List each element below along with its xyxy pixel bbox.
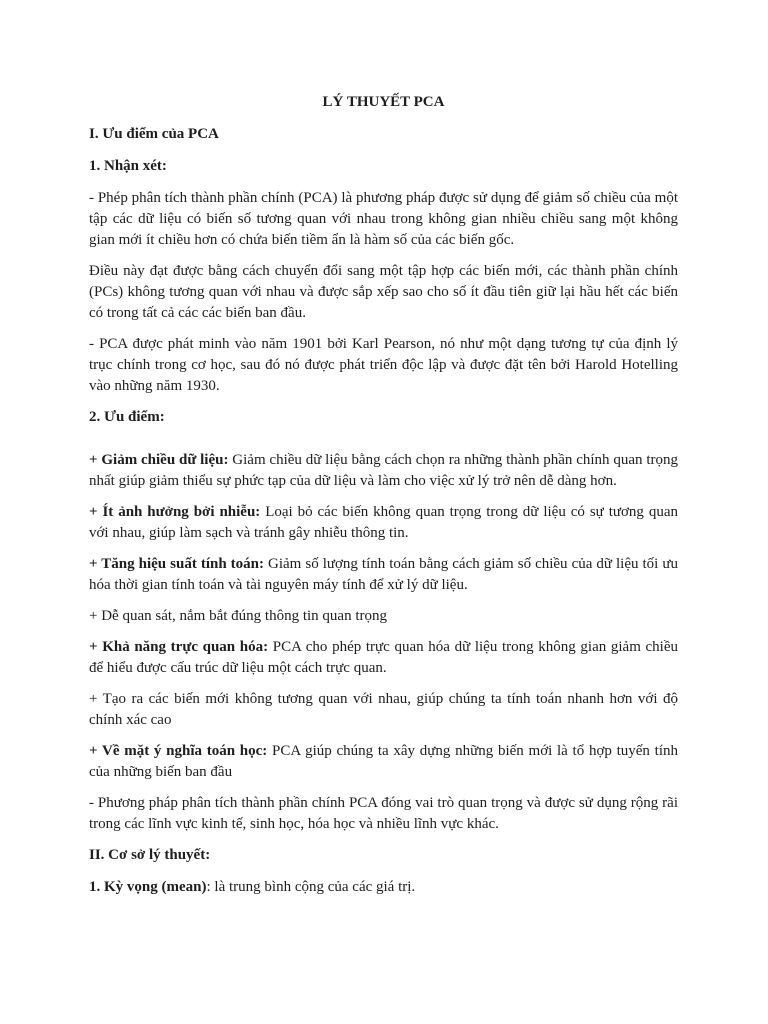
benefit-item-text: Loại bỏ các biến không quan trọng trong dữ liệu có sự tương quan với nhau, giúp làm sạch và tránh gây nhiễu thông tin. [89, 504, 679, 541]
paragraph-pca-history: - PCA được phát minh vào năm 1901 bởi Karl Pearson, nó như một dạng tương tự của định lý trục chính trong cơ học, sau đó nó được phát triển độc lập và được đặt tên bởi Harold Hotelling vào những năm 1930. [89, 336, 678, 394]
benefit-item-text: + Tạo ra các biến mới không tương quan với nhau, giúp chúng ta tính toán nhanh hơn với độ chính xác cao [89, 691, 678, 728]
benefit-item-title: + Về mặt ý nghĩa toán học: [89, 743, 268, 759]
benefit-item-text: PCA cho phép trực quan hóa dữ liệu trong không gian giảm chiều để hiểu được cấu trúc dữ liệu một cách trực quan. [89, 639, 678, 676]
benefit-item [89, 741, 678, 783]
benefit-item [89, 689, 678, 731]
section-heading-advantages: I. Ưu điểm của PCA [89, 126, 219, 142]
benefit-item-title: + Giảm chiều dữ liệu: [89, 452, 229, 468]
definition-text: : là trung bình cộng của các giá trị. [206, 879, 416, 895]
definition-term: 1. Kỳ vọng (mean) [89, 879, 207, 895]
paragraph-pca-definition: - Phép phân tích thành phần chính (PCA) là phương pháp được sử dụng để giảm số chiều của một tập các dữ liệu có biến số tương quan với nhau trong không gian nhiều chiều sang một không gian mới ít chiều hơn có chứa biến tiềm ẩn là hàm số của các biến gốc. [89, 190, 678, 248]
benefit-item [89, 637, 678, 679]
definition-mean [89, 877, 678, 898]
subsection-heading-benefits: 2. Ưu điểm: [89, 409, 165, 425]
benefit-item-text: + Dễ quan sát, nắm bắt đúng thông tin quan trọng [89, 608, 387, 624]
benefit-item [89, 554, 678, 596]
benefit-item-text: Giảm chiều dữ liệu bằng cách chọn ra những thành phần chính quan trọng nhất giúp giảm thiểu sự phức tạp của dữ liệu và làm cho việc xử lý trở nên dễ dàng hơn. [89, 452, 679, 489]
paragraph-pca-applications: - Phương pháp phân tích thành phần chính PCA đóng vai trò quan trọng và được sử dụng rộng rãi trong các lĩnh vực kinh tế, sinh học, hóa học và nhiều lĩnh vực khác. [89, 795, 678, 832]
document-page [89, 92, 678, 908]
paragraph-principal-components: Điều này đạt được bằng cách chuyển đổi sang một tập hợp các biến mới, các thành phần chính (PCs) không tương quan với nhau và được sắp xếp sao cho số ít đầu tiên giữ lại hầu hết các biến có trong tất cả các các biến ban đầu. [89, 263, 678, 321]
subsection-heading-remarks: 1. Nhận xét: [89, 158, 167, 174]
benefit-item [89, 502, 678, 544]
document-title: LÝ THUYẾT PCA [322, 94, 445, 110]
benefit-item-text: Giảm số lượng tính toán bằng cách giảm số chiều của dữ liệu tối ưu hóa thời gian tính toán và tài nguyên máy tính để xử lý dữ liệu. [89, 556, 678, 593]
benefit-item [89, 606, 678, 627]
benefit-item [89, 450, 678, 492]
benefit-item-text: PCA giúp chúng ta xây dựng những biến mới là tổ hợp tuyến tính của những biến ban đầu [89, 743, 678, 780]
section-heading-theory: II. Cơ sở lý thuyết: [89, 847, 211, 863]
spacer [89, 439, 678, 450]
benefit-item-title: + Khả năng trực quan hóa: [89, 639, 269, 655]
benefit-item-title: + Ít ảnh hưởng bởi nhiễu: [89, 504, 261, 520]
benefit-item-title: + Tăng hiệu suất tính toán: [89, 556, 265, 572]
